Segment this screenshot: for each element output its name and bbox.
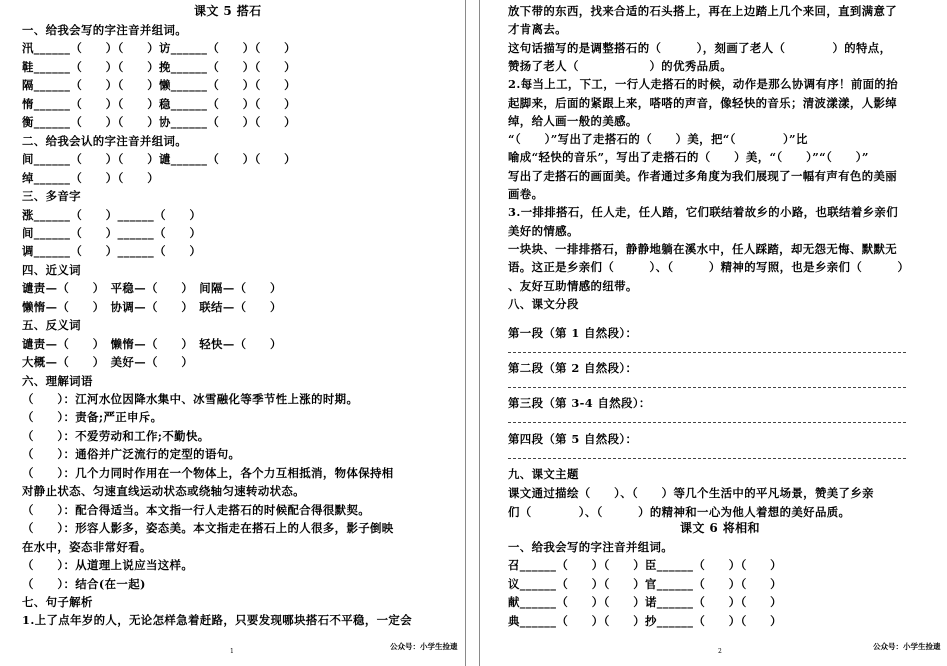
segment-label: 第二段（第 2 自然段）： (508, 361, 638, 375)
section-heading: 一、给我会写的字注音并组词。 (22, 23, 188, 37)
text-line: 绰，给人画一般的美感。 (508, 113, 638, 128)
section-heading: 二、给我会认的字注音并组词。 (22, 133, 188, 148)
text-line: （ ）：几个力同时作用在一个物体上，各个力互相抵消，物体保持相 (22, 465, 394, 480)
text-line: 献______（ ）（ ）诺______（ ）（ ） (508, 595, 782, 610)
text-line: 议______（ ）（ ）官______（ ）（ ） (508, 576, 782, 591)
answer-line (508, 458, 906, 459)
text-line: （ ）：结合(在一起) (22, 576, 146, 591)
text-line: 汛______（ ）（ ）访______（ ）（ ） (22, 41, 296, 56)
text-line: 涨______（ ）______（ ） (22, 207, 202, 222)
footer-note: 公众号：小学生捡遗 (390, 642, 458, 651)
text-line: 们（ ）、（ ）的精神和一心为他人着想的美好品质。 (508, 504, 851, 519)
text-line: 、友好互助情感的纽带。 (508, 278, 638, 293)
text-line: 在水中，姿态非常好看。 (22, 539, 152, 554)
text-line: （ ）：通俗并广泛流行的定型的语句。 (22, 447, 241, 462)
segment-label: 第四段（第 5 自然段）： (508, 432, 638, 446)
page-gutter (465, 0, 480, 666)
text-line: 美好的情感。 (508, 223, 579, 238)
answer-line (508, 387, 906, 388)
section-heading: 三、多音字 (22, 189, 81, 204)
text-line: 1.上了点年岁的人，无论怎样急着赶路，只要发现哪块搭石不平稳，一定会 (22, 613, 412, 628)
text-line: 3.一排排搭石，任人走，任人踏，它们联结着故乡的小路，也联结着乡亲们 (508, 205, 898, 220)
document-page-2 (480, 0, 947, 666)
text-line: “（ ）”写出了走搭石的（ ）美，把“（ ）”比 (508, 132, 808, 147)
text-line: 谴责—（ ） 平稳—（ ） 间隔—（ ） (22, 281, 282, 296)
page-number: 2 (718, 648, 722, 655)
section-heading: 八、课文分段 (508, 296, 579, 311)
answer-line (508, 352, 906, 353)
text-line: 课文通过描绘（ ）、（ ）等几个生活中的平凡场景，赞美了乡亲 (508, 486, 874, 500)
text-line: （ ）：从道理上说应当这样。 (22, 558, 194, 573)
text-line: 写出了走搭石的画面美。作者通过多角度为我们展现了一幅有声有色的美丽 (508, 168, 898, 183)
text-line: 才肯离去。 (508, 22, 567, 37)
text-line: （ ）：形容人影多，姿态美。本文指走在搭石上的人很多，影子倒映 (22, 521, 394, 536)
text-line: 画卷。 (508, 187, 544, 201)
text-line: （ ）：配合得适当。本文指一行人走搭石的时候配合得很默契。 (22, 502, 371, 517)
text-line: 绰______（ ）（ ） (22, 170, 159, 185)
document-page-1 (0, 0, 465, 666)
page-number: 1 (230, 648, 234, 655)
text-line: （ ）：不爱劳动和工作;不勤快。 (22, 428, 210, 443)
text-line: 衡______（ ）（ ）协______（ ）（ ） (22, 115, 296, 130)
text-line: 起脚来，后面的紧跟上来，嗒嗒的声音，像轻快的音乐；清波漾漾，人影绰 (508, 95, 898, 110)
lesson-title: 课文 5 搭石 (194, 4, 262, 18)
section-heading: 九、课文主题 (508, 467, 579, 481)
text-line: 间______（ ）______（ ） (22, 225, 202, 240)
text-line: 召______（ ）（ ）臣______（ ）（ ） (508, 558, 782, 573)
lesson-title: 课文 6 将相和 (680, 521, 760, 535)
text-line: 对静止状态、匀速直线运动状态或绕轴匀速转动状态。 (22, 484, 305, 499)
text-line: （ ）：江河水位因降水集中、冰雪融化等季节性上涨的时期。 (22, 392, 359, 406)
text-line: 惰______（ ）（ ）稳______（ ）（ ） (22, 96, 296, 111)
segment-label: 第三段（第 3-4 自然段）： (508, 396, 651, 410)
text-line: 间______（ ）（ ）谴______（ ）（ ） (22, 152, 296, 167)
answer-line (508, 422, 906, 423)
text-line: 喻成“轻快的音乐”，写出了走搭石的（ ）美，“（ ）”“（ ）” (508, 150, 869, 165)
text-line: 赞扬了老人（ ）的优秀品质。 (508, 58, 733, 73)
text-line: 鞋______（ ）（ ）挽______（ ）（ ） (22, 59, 296, 74)
section-heading: 四、近义词 (22, 262, 81, 277)
section-heading: 六、理解词语 (22, 373, 93, 388)
segment-label: 第一段（第 1 自然段）： (508, 326, 638, 340)
section-heading: 一、给我会写的字注音并组词。 (508, 540, 674, 554)
section-heading: 七、句子解析 (22, 594, 93, 609)
section-heading: 五、反义词 (22, 318, 81, 333)
text-line: 典______（ ）（ ）抄______（ ）（ ） (508, 613, 782, 628)
text-line: 2.每当上工，下工，一行人走搭石的时候，动作是那么协调有序！前面的抬 (508, 77, 898, 92)
text-line: （ ）：责备;严正申斥。 (22, 410, 163, 425)
text-line: 一块块、一排排搭石，静静地躺在溪水中，任人踩踏，却无怨无悔、默默无 (508, 241, 898, 256)
text-line: 大概—（ ） 美好—（ ） (22, 355, 194, 370)
text-line: 这句话描写的是调整搭石的（ ），刻画了老人（ ）的特点， (508, 40, 892, 55)
footer-note: 公众号：小学生捡遗 (873, 642, 941, 651)
text-line: 隔______（ ）（ ）懒______（ ）（ ） (22, 78, 296, 93)
text-line: 懒惰—（ ） 协调—（ ） 联结—（ ） (22, 299, 282, 314)
text-line: 放下带的东西，找来合适的石头搭上，再在上边踏上几个来回，直到满意了 (508, 4, 898, 18)
text-line: 谴责—（ ） 懒惰—（ ） 轻快—（ ） (22, 336, 282, 351)
text-line: 调______（ ）______（ ） (22, 244, 202, 259)
text-line: 语。这正是乡亲们（ ）、（ ）精神的写照，也是乡亲们（ ） (508, 260, 910, 275)
